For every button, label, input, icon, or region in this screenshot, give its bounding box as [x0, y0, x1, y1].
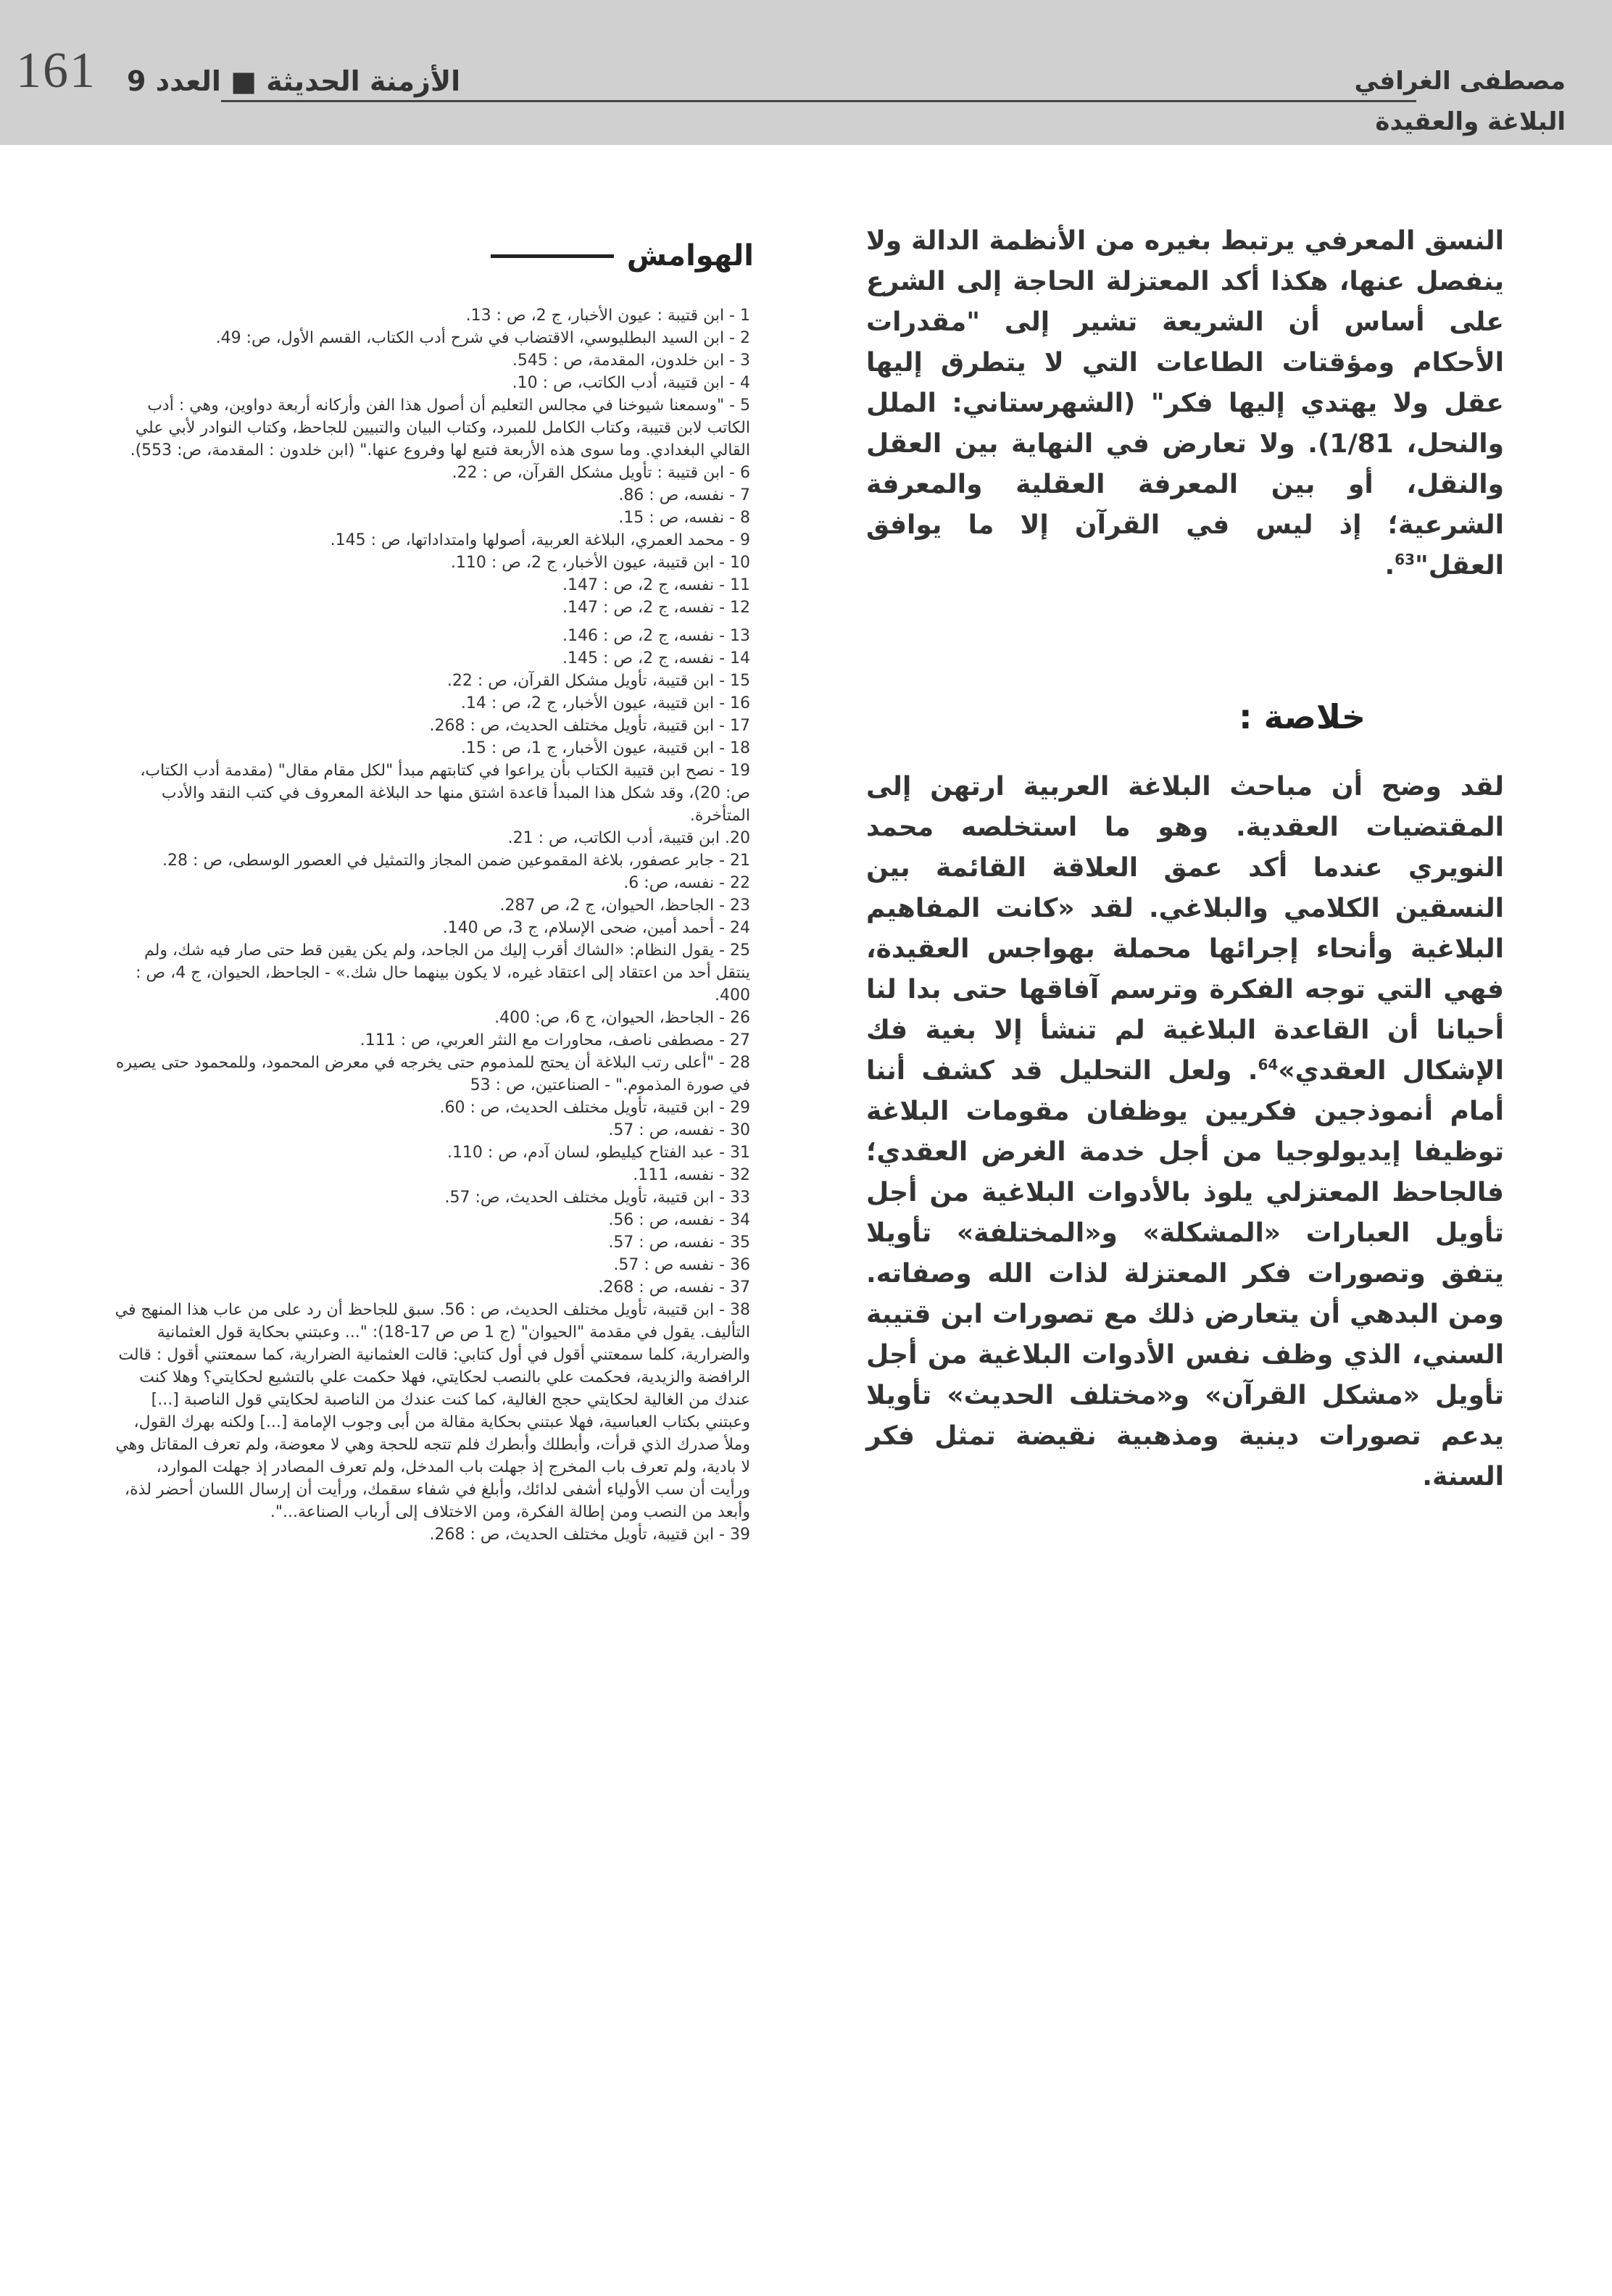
footnote: 12 - نفسه، ج 2، ص : 147.: [562, 599, 750, 617]
footnote: 39 - ابن قتيبة، تأويل مختلف الحديث، ص : 268.: [429, 1526, 750, 1544]
footnote: 23 - الجاحظ، الحيوان، ج 2، ص 287.: [499, 897, 750, 915]
footnote: 26 - الجاحظ، الحيوان، ج 6، ص: 400.: [494, 1009, 750, 1027]
footnote: 37 - نفسه، ص : 268.: [598, 1278, 750, 1297]
footnote: 9 - محمد العمري، البلاغة العربية، أصولها وامتداداتها، ص : 145.: [330, 531, 750, 549]
footnote: 19 - نصح ابن قتيبة الكتاب بأن يراعوا في كتابتهم مبدأ "لكل مقام مقال" (مقدمة أدب الكتاب، ص: 20)، وقد شكل هذا المبدأ قاعدة اشتق منها حد البلاغة المعروف في كتب النقد والأدب المتأخرة.: [140, 762, 750, 825]
footnote: 38 - ابن قتيبة، تأويل مختلف الحديث، ص : 56. سبق للجاحظ أن رد على من عاب هذا المنهج في التأليف. يقول في مقدمة "الحيوان" (ج 1 ص ص 17-18): "... وعبتني بحكاية قول العثمانية والضرارية، كلما سمعتني أقول في أول كتابي: قالت العثمانية الضرارية، كما سمعتني أقول : قالت الرافضة والزيدية، فحكمت علي بالنصب لحكايتي، فهلا حكمت علي بالتشيع لحكايتي؟ وهلا كنت عندك من الغالية لحكايتي حجج الغالية، كما كنت عندك من الناصبة لحكايتي قول الناصبة [...] وعبتني بكتاب العباسية، فهلا عبتني بحكاية مقالة من أبى وجوب الإمامة [...] ولكنه بهرك القول، وملأ صدرك الذي قرأت، وأبطلك وأبطرك فلم تتجه للحجة وهي لا معوضة، ولم تعرف المقاتل وهي لا بادية، ولم تعرف باب المخرج إذ جهلت باب المدخل، ولم تعرف المصادر إذ جهلت الموارد، ورأيت أن سب الأولياء أشفى لدائك، وأبلغ في شفاء سقمك، ورأيت أن إرسال اللسان أحضر لذة، وأبعد من النصب ومن إطالة الفكرة، ومن الاختلاف إلى أرباب الصناعة...".: [115, 1301, 750, 1521]
footnote: 5 - "وسمعنا شيوخنا في مجالس التعليم أن أصول هذا الفن وأركانه أربعة دواوين، وهي : أدب الكاتب لابن قتيبة، وكتاب الكامل للمبرد، وكتاب البيان والتبيين للجاحظ، وكتاب النوادر لأبي علي القالي البغدادي. وما سوى هذه الأربعة فتبع لها وفروع عنها." (ابن خلدون : المقدمة، ص: 553).: [130, 396, 750, 459]
footnote: 18 - ابن قتيبة، عيون الأخبار، ج 1، ص : 15.: [460, 739, 750, 757]
footnote: 24 - أحمد أمين، ضحى الإسلام، ج 3، ص 140.: [442, 919, 750, 937]
footnote: 2 - ابن السيد البطليوسي، الاقتضاب في شرح أدب الكتاب، القسم الأول، ص: 49.: [215, 329, 750, 347]
footnote: 13 - نفسه، ج 2، ص : 146.: [562, 627, 750, 645]
footnotes-heading: [217, 239, 754, 273]
paragraph-text: لقد وضح أن مباحث البلاغة العربية ارتهن إلى المقتضيات العقدية. وهو ما استخلصه محمد النويري عندما أكد عمق العلاقة القائمة بين النسقين الكلامي والبلاغي. لقد «كانت المفاهيم البلاغية وأنحاء إجرائها محملة بهواجس العقيدة، فهي التي توجه الفكرة وترسم آفاقها حتى بدا لنا أحيانا أن القاعدة البلاغية لم تنشأ إلا بغية فك الإشكال العقدي»: [866, 772, 1505, 1086]
footnote: 3 - ابن خلدون، المقدمة، ص : 545.: [512, 352, 750, 370]
conclusion-heading: خلاصة :: [1239, 697, 1366, 736]
footnotes-title: الهوامش: [626, 239, 754, 273]
footnote: 30 - نفسه، ص : 57.: [608, 1121, 750, 1139]
footnote: 34 - نفسه، ص : 56.: [608, 1211, 750, 1229]
header-rule: [221, 100, 1416, 102]
footnote: 28 - "أعلى رتب البلاغة أن يحتج للمذموم حتى يخرجه في معرض المحمود، وللمحمود حتى يصيره في صورة المذموم." - الصناعتين، ص : 53: [115, 1054, 750, 1094]
footnote: 20. ابن قتيبة، أدب الكاتب، ص : 21.: [507, 829, 750, 847]
author-name: مصطفى الغرافي: [1354, 67, 1566, 96]
footnote: 1 - ابن قتيبة : عيون الأخبار، ج 2، ص : 13.: [465, 307, 750, 325]
footnote: 27 - مصطفى ناصف، محاورات مع النثر العربي، ص : 111.: [360, 1031, 750, 1049]
note-ref-63: 63: [1395, 551, 1416, 568]
paragraph-text: النسق المعرفي يرتبط بغيره من الأنظمة الدالة ولا ينفصل عنها، هكذا أكد المعتزلة الحاجة إلى الشرع على أساس أن الشريعة تشير إلى "مقدرات الأحكام ومؤقتات الطاعات التي لا يتطرق إليها عقل ولا يهتدي إليها فكر" (الشهرستاني: الملل والنحل، 1/81). ولا تعارض في النهاية بين العقل والنقل، أو بين المعرفة العقلية والمعرفة الشرعية؛ إذ ليس في القرآن إلا ما يوافق العقل": [866, 226, 1505, 581]
footnote: 21 - جابر عصفور، بلاغة المقموعين ضمن المجاز والتمثيل في العصور الوسطى، ص : 28.: [162, 852, 750, 870]
footnote: 14 - نفسه، ج 2، ص : 145.: [562, 649, 750, 667]
paragraph-end: .: [1384, 551, 1395, 581]
footnote: 8 - نفسه، ص : 15.: [618, 509, 750, 527]
footnote: 11 - نفسه، ج 2، ص : 147.: [562, 576, 750, 594]
footnote: 36 - نفسه ص : 57.: [613, 1256, 750, 1274]
page-number: 161: [16, 43, 96, 99]
article-subtitle: البلاغة والعقيدة: [1375, 107, 1566, 136]
footnote: 35 - نفسه، ص : 57.: [608, 1234, 750, 1252]
journal-issue-label: الأزمنة الحديثة ■ العدد 9: [127, 65, 461, 97]
footnote: 33 - ابن قتيبة، تأويل مختلف الحديث، ص: 57.: [444, 1189, 750, 1207]
footnote: 16 - ابن قتيبة، عيون الأخبار، ج 2، ص : 14.: [460, 694, 750, 712]
footnote: 6 - ابن قتيبة : تأويل مشكل القرآن، ص : 22.: [452, 464, 750, 482]
footnotes-list: [112, 304, 750, 1546]
footnote: 4 - ابن قتيبة، أدب الكاتب، ص : 10.: [512, 374, 750, 392]
body-paragraph-1: [866, 221, 1504, 586]
note-ref-64: 64: [1258, 1056, 1279, 1073]
footnote: 15 - ابن قتيبة، تأويل مشكل القرآن، ص : 22.: [446, 672, 750, 690]
footnote: 22 - نفسه، ص: 6.: [623, 874, 750, 892]
heading-rule: [491, 254, 614, 258]
body-paragraph-2: [866, 767, 1504, 1497]
footnote: 25 - يقول النظام: «الشاك أقرب إليك من الجاحد، ولم يكن يقين قط حتى صار فيه شك، ولم ينتقل أحد من اعتقاد إلى اعتقاد غيره، لا يكون بينهما حال شك.» - الجاحظ، الحيوان، ج 4، ص : 400.: [136, 941, 750, 1004]
footnote: 32 - نفسه، 111.: [633, 1166, 750, 1184]
footnote: 29 - ابن قتيبة، تأويل مختلف الحديث، ص : 60.: [439, 1099, 750, 1117]
footnote: 17 - ابن قتيبة، تأويل مختلف الحديث، ص : 268.: [429, 717, 750, 735]
page-header: [0, 0, 1612, 145]
footnote: 10 - ابن قتيبة، عيون الأخبار، ج 2، ص : 110.: [450, 554, 750, 572]
footnote: 7 - نفسه، ص : 86.: [618, 486, 750, 504]
footnote: 31 - عبد الفتاح كيليطو، لسان آدم، ص : 110.: [446, 1144, 750, 1162]
paragraph-continuation: . ولعل التحليل قد كشف أننا أمام أنموذجين فكريين يوظفان مقومات البلاغة توظيفا إيديولوجيا من أجل خدمة الغرض العقدي؛ فالجاحظ المعتزلي يلوذ بالأدوات البلاغية من أجل تأويل العبارات «المشكلة» و«المختلفة» تأويلا يتفق وتصورات فكر المعتزلة لذات الله وصفاته. ومن البدهي أن يتعارض ذلك مع تصورات ابن قتيبة السني، الذي وظف نفس الأدوات البلاغية من أجل تأويل «مشكل القرآن» و«مختلف الحديث» تأويلا يدعم تصورات دينية ومذهبية نقيضة تمثل فكر السنة.: [866, 1056, 1504, 1492]
